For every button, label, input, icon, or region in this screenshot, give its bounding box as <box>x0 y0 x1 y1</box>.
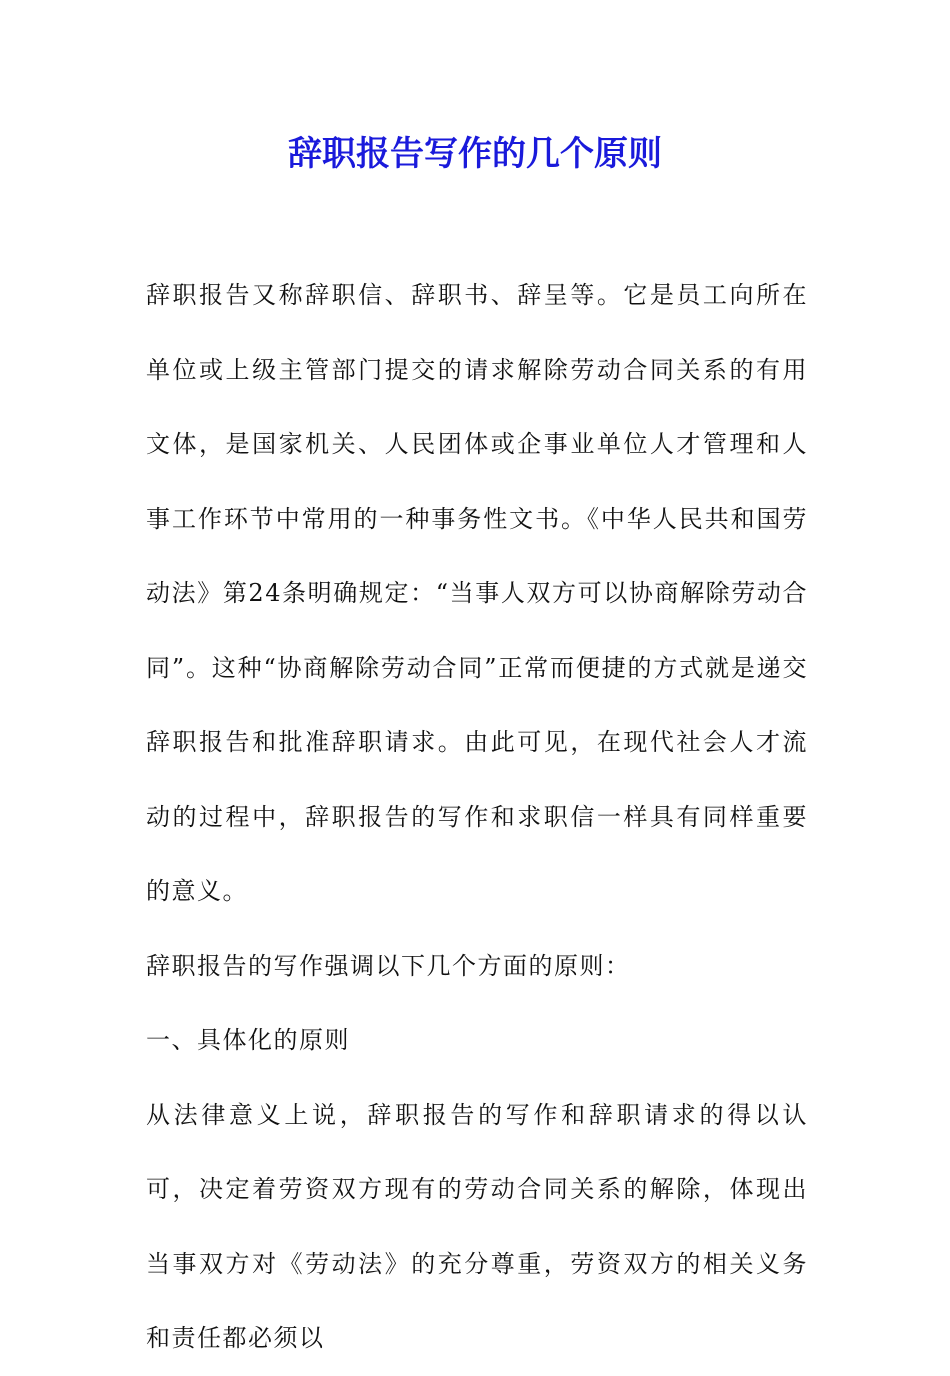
paragraph-section-1: 从法律意义上说，辞职报告的写作和辞职请求的得以认可，决定着劳资双方现有的劳动合同关系的解除，体现出当事双方对《劳动法》的充分尊重，劳资双方的相关义务和责任都必须以 <box>146 1100 808 1352</box>
paragraph-principles-lead: 辞职报告的写作强调以下几个方面的原则： <box>146 951 631 980</box>
paragraph-intro: 辞职报告又称辞职信、辞职书、辞呈等。它是员工向所在单位或上级主管部门提交的请求解除劳动合同关系的有用文体，是国家机关、人民团体或企事业单位人才管理和人事工作环节中常用的一种事务性文书。《中华人民共和国劳动法》第24条明确规定：“当事人双方可以协商解除劳动合同”。这种“协商解除劳动合同”正常而便捷的方式就是递交辞职报告和批准辞职请求。由此可见，在现代社会人才流动的过程中，辞职报告的写作和求职信一样具有同样重要的意义。 <box>146 281 808 905</box>
section-heading-1: 一、具体化的原则 <box>146 1026 350 1054</box>
document-body <box>146 258 808 1376</box>
document-title: 辞职报告写作的几个原则 <box>288 134 662 174</box>
